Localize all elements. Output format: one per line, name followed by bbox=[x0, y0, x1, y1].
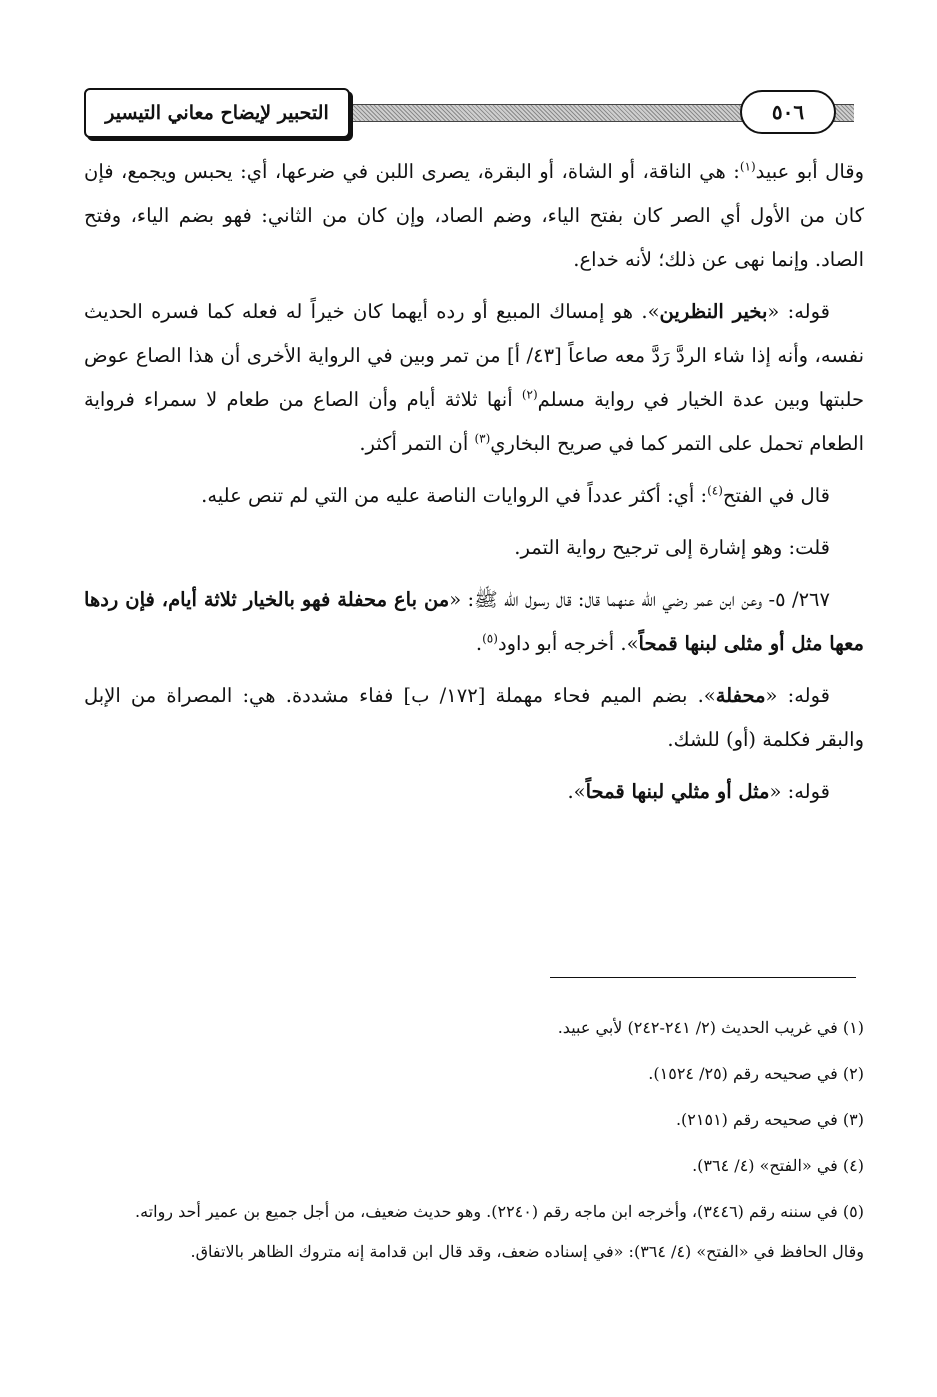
quoted-term: محفلة bbox=[715, 684, 766, 707]
hadith-text: من باع محفلة فهو بالخيار ثلاثة أيام، فإن ردها معها مثل أو مثلى لبنها قمحاً bbox=[84, 588, 864, 655]
paragraph-7: قوله: «مثل أو مثلي لبنها قمحاً». bbox=[567, 780, 830, 803]
quoted-term: بخير النظرين bbox=[659, 300, 768, 323]
footnote-ref-3: (٣) bbox=[474, 431, 491, 446]
page-header bbox=[84, 84, 854, 140]
quoted-term: مثل أو مثلي لبنها قمحاً bbox=[585, 780, 770, 803]
footnote-ref-2: (٢) bbox=[521, 387, 538, 402]
footnote-5: (٥) في سننه رقم (٣٤٤٦)، وأخرجه ابن ماجه رقم (٢٢٤٠). وهو حديث ضعيف، من أجل جميع بن عمير أحد رواته. bbox=[135, 1202, 864, 1221]
paragraph-3: قال في الفتح$^{(٤)}$: أي: أكثر عدداً في الروايات الناصة عليه من التي لم تنص عليه. bbox=[201, 483, 830, 507]
page-number: ٥٠٦ bbox=[740, 90, 836, 134]
footnotes bbox=[84, 1010, 864, 1280]
footnote-ref-4: (٤) bbox=[707, 483, 723, 498]
footnote-2: (٢) في صحيحه رقم (٢٥/ ١٥٢٤). bbox=[648, 1064, 864, 1083]
footnote-3: (٣) في صحيحه رقم (٢١٥١). bbox=[675, 1110, 864, 1129]
footnote-1: (١) في غريب الحديث (٢/ ٢٤١-٢٤٢) لأبي عبيد. bbox=[557, 1018, 864, 1037]
paragraph-6: قوله: «محفلة». بضم الميم فحاء مهملة [١٧٢/ ب] ففاء مشددة. هي: المصراة من الإبل والبقر فكلمة (أو) للشك. bbox=[84, 684, 864, 751]
footnote-divider bbox=[550, 977, 856, 978]
footnote-4: (٤) في «الفتح» (٤/ ٣٦٤). bbox=[692, 1156, 864, 1175]
footnote-ref-1: (١) bbox=[739, 159, 756, 174]
footnote-5-continued: وقال الحافظ في «الفتح» (٤/ ٣٦٤): «في إسناده ضعف، وقد قال ابن قدامة إنه متروك الظاهر بالاتفاق. bbox=[190, 1242, 864, 1261]
book-title: التحبير لإيضاح معاني التيسير bbox=[84, 88, 350, 138]
paragraph-4: قلت: وهو إشارة إلى ترجيح رواية التمر. bbox=[514, 536, 830, 559]
hadith-paragraph: ٢٦٧/ ٥- وعن ابن عمر رضي الله عنهما قال: قال رسول الله ﷺ: «من باع محفلة فهو بالخيار ثلاثة أيام، فإن ردها معها مثل أو مثلى لبنها قمحاً». أخرجه أبو داود$^{(٥)}$. bbox=[84, 588, 864, 655]
paragraph-2: قوله: «بخير النظرين». هو إمساك المبيع أو رده أيهما كان خيراً له فعله كما فسره الحديث نفسه، وأنه إذا شاء الردَّ رَدَّ معه صاعاً [٤٣/ أ] من تمر وبين في الرواية الأخرى أن هذا الصاع عوض حلبتها وبين عدة الخيار في رواية مسلم$^{(٢)}$ أنها ثلاثة أيام وأن الصاع من طعام لا سمراء فرواية الطعام تحمل على التمر كما في صريح البخاري$^{(٣)}$ أن التمر أكثر. bbox=[84, 300, 865, 455]
paragraph-1: وقال أبو عبيد$^{(١)}$: هي الناقة، أو الشاة، أو البقرة، يصرى اللبن في ضرعها، أي: يحبس ويجمع، فإن كان من الأول أي الصر كان بفتح الياء، وضم الصاد، وإن كان من الثاني: فهو بضم الياء، وفتح الصاد. وإنما نهى عن ذلك؛ لأنه خداع. bbox=[84, 159, 865, 271]
main-text bbox=[84, 150, 864, 822]
footnote-ref-5: (٥) bbox=[482, 631, 498, 646]
